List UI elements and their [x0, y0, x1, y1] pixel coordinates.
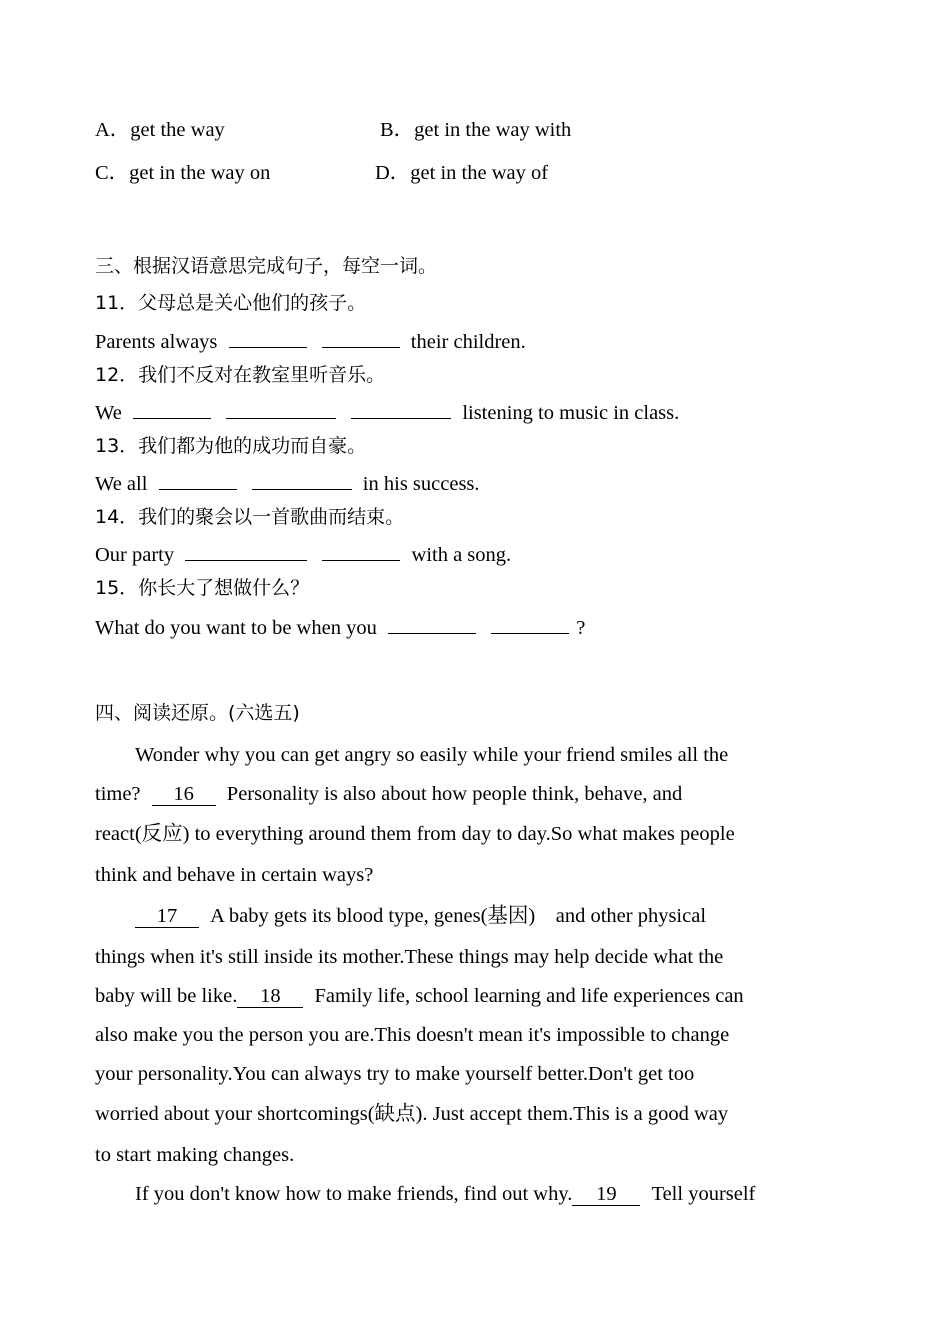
blank-17[interactable]: 17: [135, 905, 199, 928]
p1-line2: [95, 781, 682, 807]
q15-pre: What do you want to be when you: [95, 617, 377, 639]
q12-sentence: [95, 398, 679, 426]
q13-blank-1[interactable]: [159, 469, 237, 490]
q11-blank-1[interactable]: [229, 327, 307, 348]
p1-line1: Wonder why you can get angry so easily while your friend smiles all the: [135, 744, 729, 766]
q13-post: in his success.: [362, 473, 480, 495]
p2-line5: your personality.You can always try to make yourself better.Don't get too: [95, 1063, 695, 1085]
p2-line1-post: A baby gets its blood type, genes(基因) and other physical: [210, 905, 707, 927]
q11-chinese: 11．父母总是关心他们的孩子。: [95, 292, 367, 314]
q11-blank-2[interactable]: [322, 327, 400, 348]
q12-blank-3[interactable]: [351, 398, 451, 419]
q12-blank-1[interactable]: [133, 398, 211, 419]
p2-line3-pre: baby will be like.: [95, 985, 238, 1007]
q13-chinese: 13．我们都为他的成功而自豪。: [95, 435, 367, 457]
q12-blank-2[interactable]: [226, 398, 336, 419]
q11-pre: Parents always: [95, 331, 218, 353]
option-a: A．get the way: [95, 119, 225, 141]
option-b: B．get in the way with: [380, 119, 572, 141]
p1-line4: think and behave in certain ways?: [95, 864, 374, 886]
q14-pre: Our party: [95, 544, 175, 566]
blank-18[interactable]: 18: [237, 985, 303, 1008]
option-c: C．get in the way on: [95, 162, 271, 184]
q12-pre: We: [95, 402, 122, 424]
q11-post: their children.: [410, 331, 526, 353]
q13-blank-2[interactable]: [252, 469, 352, 490]
q15-blank-2[interactable]: [491, 613, 569, 634]
q14-post: with a song.: [411, 544, 512, 566]
blank-16[interactable]: 16: [152, 783, 216, 806]
q14-blank-1[interactable]: [185, 540, 307, 561]
q11-sentence: [95, 327, 526, 355]
q14-chinese: 14．我们的聚会以一首歌曲而结束。: [95, 506, 405, 528]
section3-heading: 三、根据汉语意思完成句子，每空一词。: [95, 255, 438, 277]
p3-line1: [135, 1181, 755, 1207]
q14-sentence: [95, 540, 511, 568]
q15-post: ?: [576, 617, 586, 639]
p2-line3-post: Family life, school learning and life experiences can: [314, 985, 744, 1007]
p3-line1-pre: If you don't know how to make friends, find out why.: [135, 1183, 573, 1205]
p2-line6: worried about your shortcomings(缺点). Just accept them.This is a good way: [95, 1103, 729, 1125]
p2-line4: also make you the person you are.This doesn't mean it's impossible to change: [95, 1024, 730, 1046]
p1-line2-post: Personality is also about how people think, behave, and: [226, 783, 683, 805]
blank-19[interactable]: 19: [572, 1183, 640, 1206]
p2-line3: [95, 983, 744, 1009]
q14-blank-2[interactable]: [322, 540, 400, 561]
q12-post: listening to music in class.: [462, 402, 680, 424]
q15-blank-1[interactable]: [388, 613, 476, 634]
q12-chinese: 12．我们不反对在教室里听音乐。: [95, 364, 386, 386]
option-d: D．get in the way of: [375, 162, 549, 184]
p2-line7: to start making changes.: [95, 1144, 295, 1166]
p1-line3: react(反应) to everything around them from day to day.So what makes people: [95, 823, 735, 845]
p1-line2-pre: time?: [95, 783, 141, 805]
p2-line2: things when it's still inside its mother.These things may help decide what the: [95, 946, 724, 968]
q13-sentence: [95, 469, 480, 497]
q15-chinese: 15．你长大了想做什么？: [95, 577, 310, 599]
section4-heading: 四、阅读还原。(六选五): [95, 702, 300, 724]
q13-pre: We all: [95, 473, 148, 495]
p2-line1: [135, 903, 706, 929]
q15-sentence: [95, 613, 585, 641]
p3-line1-post: Tell yourself: [651, 1183, 756, 1205]
